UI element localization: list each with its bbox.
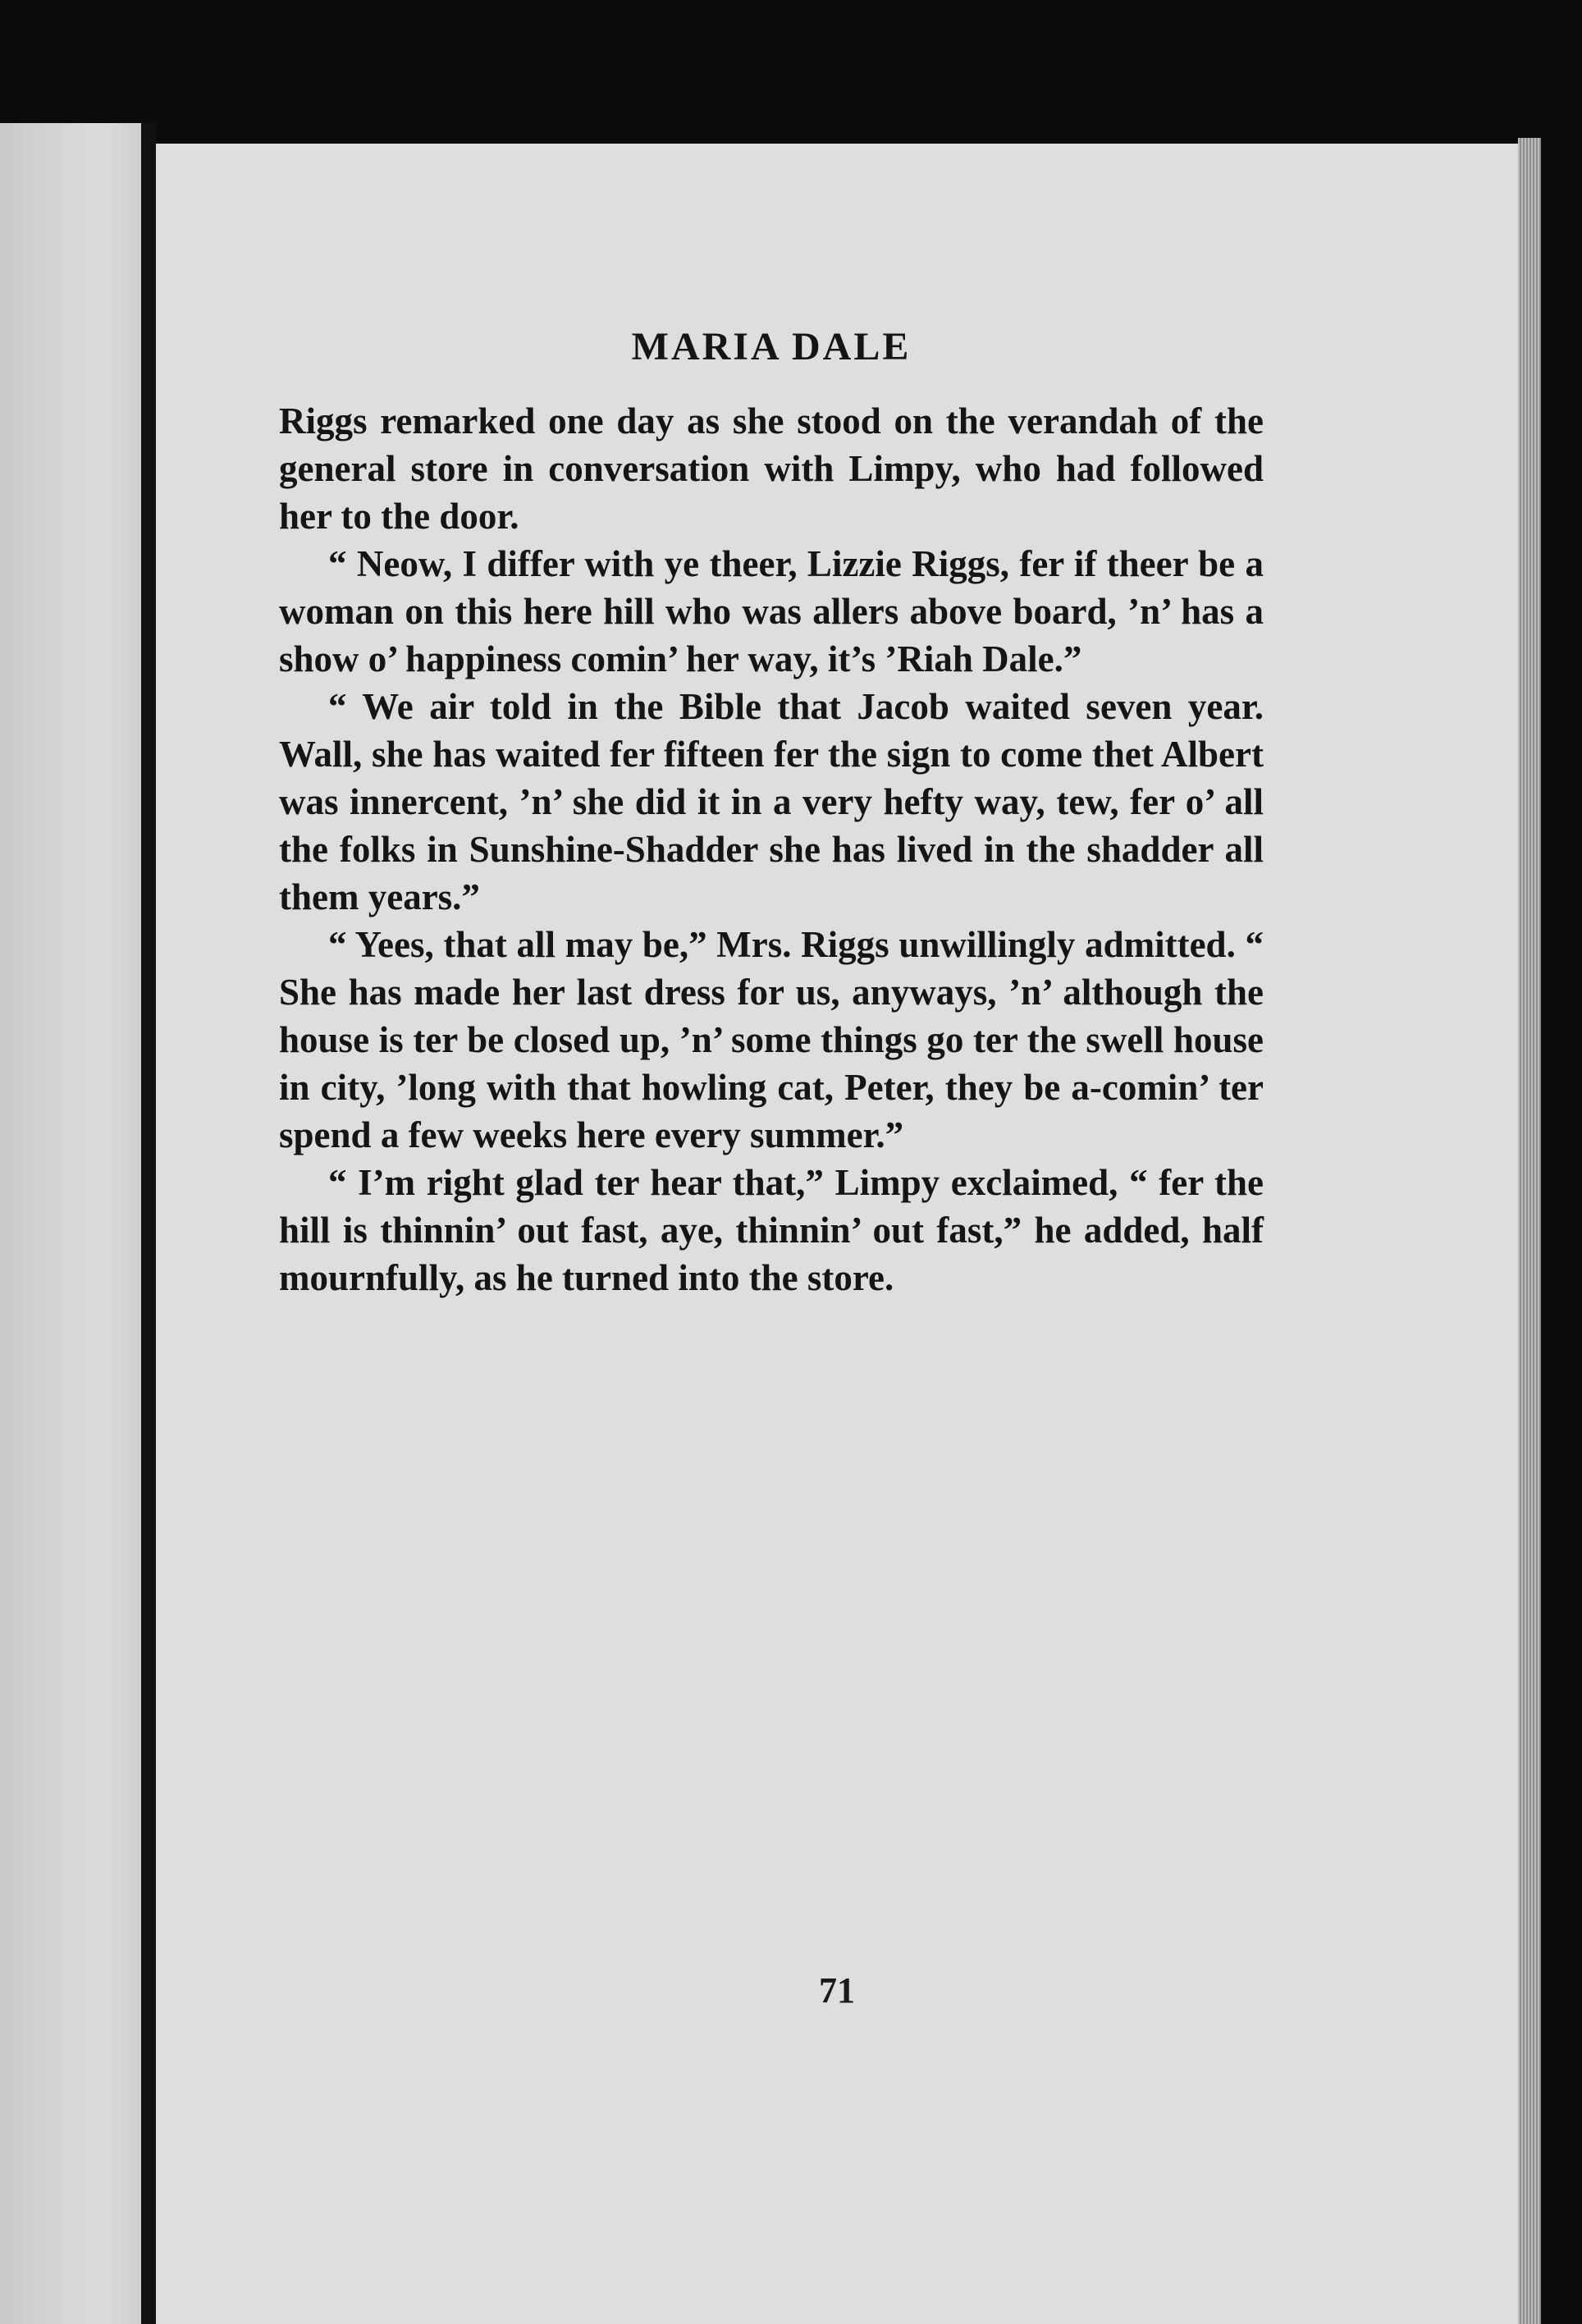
paragraph: “ Yees, that all may be,” Mrs. Riggs unwillingly admitted. “ She has made her last dress for us, anyways, ’n’ although the house is ter be closed up, ’n’ some things go ter the swell house in city, ’long with that howling cat, Peter, they be a-comin’ ter spend a few weeks here every summer.” xyxy=(279,924,1264,1155)
paragraph: “ Neow, I differ with ye theer, Lizzie Riggs, fer if theer be a woman on this here hill who was allers above board, ’n’ has a show o’ happiness comin’ her way, it’s ’Riah Dale.” xyxy=(279,543,1264,679)
page-edges xyxy=(1518,138,1541,2324)
paragraph: “ We air told in the Bible that Jacob waited seven year. Wall, she has waited fer fifteen fer the sign to come thet Albert was innercent, ’n’ she did it in a very hefty way, tew, fer o’ all the folks in Sunshine-Shadder she has lived in the shadder all them years.” xyxy=(279,686,1264,917)
scan-background xyxy=(1541,0,1582,2324)
paragraph: Riggs remarked one day as she stood on the verandah of the general store in conversation with Limpy, who had followed her to the door. xyxy=(279,400,1264,537)
running-head: MARIA DALE xyxy=(631,325,912,368)
page-number: 71 xyxy=(819,1970,855,2011)
paragraph: “ I’m right glad ter hear that,” Limpy exclaimed, “ fer the hill is thinnin’ out fast, aye, thinnin’ out fast,” he added, half mournfully, as he turned into the store. xyxy=(279,1162,1264,1298)
page-text-block xyxy=(279,324,1264,1302)
book-gutter xyxy=(141,123,156,2324)
facing-page-edge xyxy=(0,123,141,2324)
